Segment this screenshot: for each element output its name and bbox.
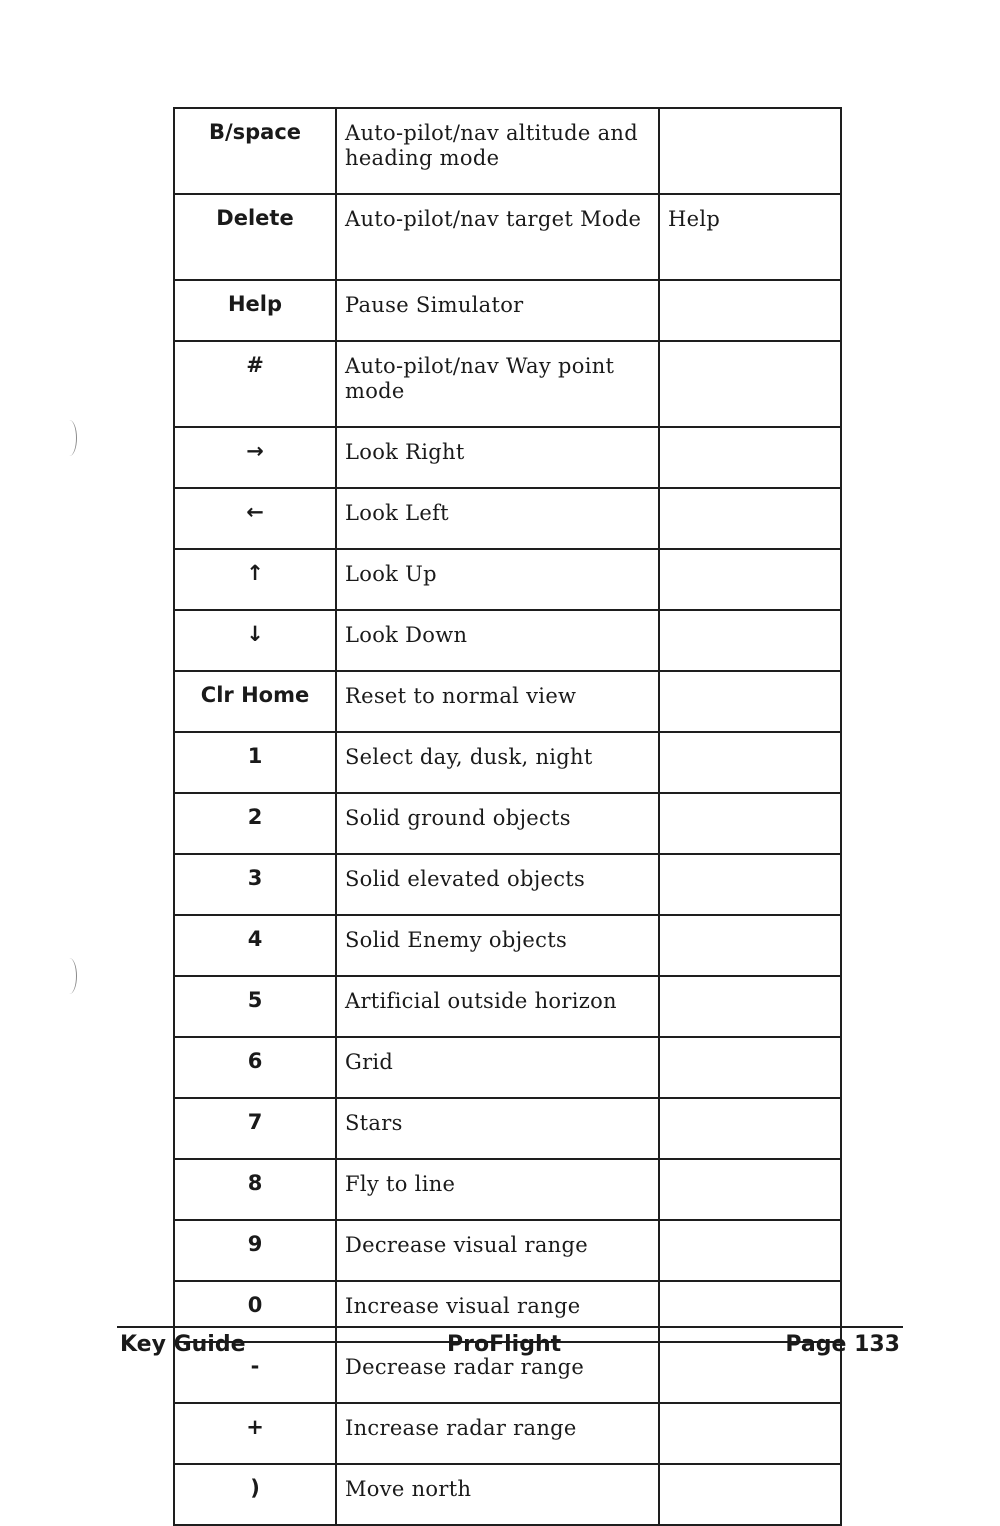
alternate-key-cell: [659, 1098, 841, 1159]
key-cell: ): [174, 1464, 336, 1525]
table-row: [174, 1037, 841, 1098]
alternate-key-cell: [659, 1220, 841, 1281]
table-row: [174, 1464, 841, 1525]
description-cell: Auto-pilot/nav Way point mode: [336, 341, 659, 427]
description-cell: Look Down: [336, 610, 659, 671]
key-cell: 8: [174, 1159, 336, 1220]
description-cell: Decrease radar range: [336, 1342, 659, 1403]
description-cell: Look Right: [336, 427, 659, 488]
description-cell: Increase visual range: [336, 1281, 659, 1342]
key-guide-table-body: [174, 108, 841, 1525]
key-cell: Help: [174, 280, 336, 341]
key-cell: ←: [174, 488, 336, 549]
footer-divider: [117, 1326, 903, 1328]
alternate-key-cell: [659, 549, 841, 610]
table-row: [174, 280, 841, 341]
alternate-key-cell: [659, 280, 841, 341]
alternate-key-cell: [659, 793, 841, 854]
alternate-key-cell: [659, 854, 841, 915]
key-cell: 6: [174, 1037, 336, 1098]
table-row: [174, 610, 841, 671]
key-cell: +: [174, 1403, 336, 1464]
alternate-key-cell: [659, 915, 841, 976]
key-cell: →: [174, 427, 336, 488]
key-cell: #: [174, 341, 336, 427]
description-cell: Artificial outside horizon: [336, 976, 659, 1037]
key-guide-table: [173, 107, 842, 1526]
key-cell: 5: [174, 976, 336, 1037]
table-row: [174, 1159, 841, 1220]
key-cell: 9: [174, 1220, 336, 1281]
table-row: [174, 488, 841, 549]
description-cell: Decrease visual range: [336, 1220, 659, 1281]
footer-page-number: Page 133: [785, 1332, 900, 1357]
key-cell: -: [174, 1342, 336, 1403]
table-row: [174, 341, 841, 427]
alternate-key-cell: [659, 1159, 841, 1220]
table-row: [174, 793, 841, 854]
key-cell: Clr Home: [174, 671, 336, 732]
key-cell: 0: [174, 1281, 336, 1342]
table-row: [174, 1403, 841, 1464]
key-cell: ↓: [174, 610, 336, 671]
key-cell: 2: [174, 793, 336, 854]
alternate-key-cell: [659, 488, 841, 549]
alternate-key-cell: Help: [659, 194, 841, 280]
key-cell: 1: [174, 732, 336, 793]
punch-hole-mark: [62, 958, 77, 994]
table-row: [174, 194, 841, 280]
key-cell: ↑: [174, 549, 336, 610]
description-cell: Move north: [336, 1464, 659, 1525]
punch-hole-mark: [62, 420, 77, 456]
table-row: [174, 671, 841, 732]
key-cell: B/space: [174, 108, 336, 194]
key-cell: 4: [174, 915, 336, 976]
description-cell: Solid ground objects: [336, 793, 659, 854]
alternate-key-cell: [659, 1464, 841, 1525]
description-cell: Stars: [336, 1098, 659, 1159]
table-row: [174, 732, 841, 793]
alternate-key-cell: [659, 732, 841, 793]
alternate-key-cell: [659, 976, 841, 1037]
key-cell: 7: [174, 1098, 336, 1159]
alternate-key-cell: [659, 671, 841, 732]
table-row: [174, 854, 841, 915]
alternate-key-cell: [659, 341, 841, 427]
description-cell: Increase radar range: [336, 1403, 659, 1464]
table-row: [174, 427, 841, 488]
description-cell: Look Up: [336, 549, 659, 610]
footer-product-name: ProFlight: [447, 1332, 562, 1357]
description-cell: Solid elevated objects: [336, 854, 659, 915]
alternate-key-cell: [659, 108, 841, 194]
alternate-key-cell: [659, 1403, 841, 1464]
description-cell: Grid: [336, 1037, 659, 1098]
key-cell: 3: [174, 854, 336, 915]
alternate-key-cell: [659, 1037, 841, 1098]
key-cell: Delete: [174, 194, 336, 280]
description-cell: Fly to line: [336, 1159, 659, 1220]
description-cell: Auto-pilot/nav target Mode: [336, 194, 659, 280]
description-cell: Solid Enemy objects: [336, 915, 659, 976]
description-cell: Pause Simulator: [336, 280, 659, 341]
description-cell: Select day, dusk, night: [336, 732, 659, 793]
description-cell: Auto-pilot/nav altitude and heading mode: [336, 108, 659, 194]
table-row: [174, 1098, 841, 1159]
footer-section-title: Key Guide: [120, 1332, 246, 1357]
alternate-key-cell: [659, 427, 841, 488]
alternate-key-cell: [659, 610, 841, 671]
description-cell: Reset to normal view: [336, 671, 659, 732]
table-row: [174, 1220, 841, 1281]
table-row: [174, 108, 841, 194]
table-row: [174, 976, 841, 1037]
table-row: [174, 549, 841, 610]
table-row: [174, 915, 841, 976]
description-cell: Look Left: [336, 488, 659, 549]
